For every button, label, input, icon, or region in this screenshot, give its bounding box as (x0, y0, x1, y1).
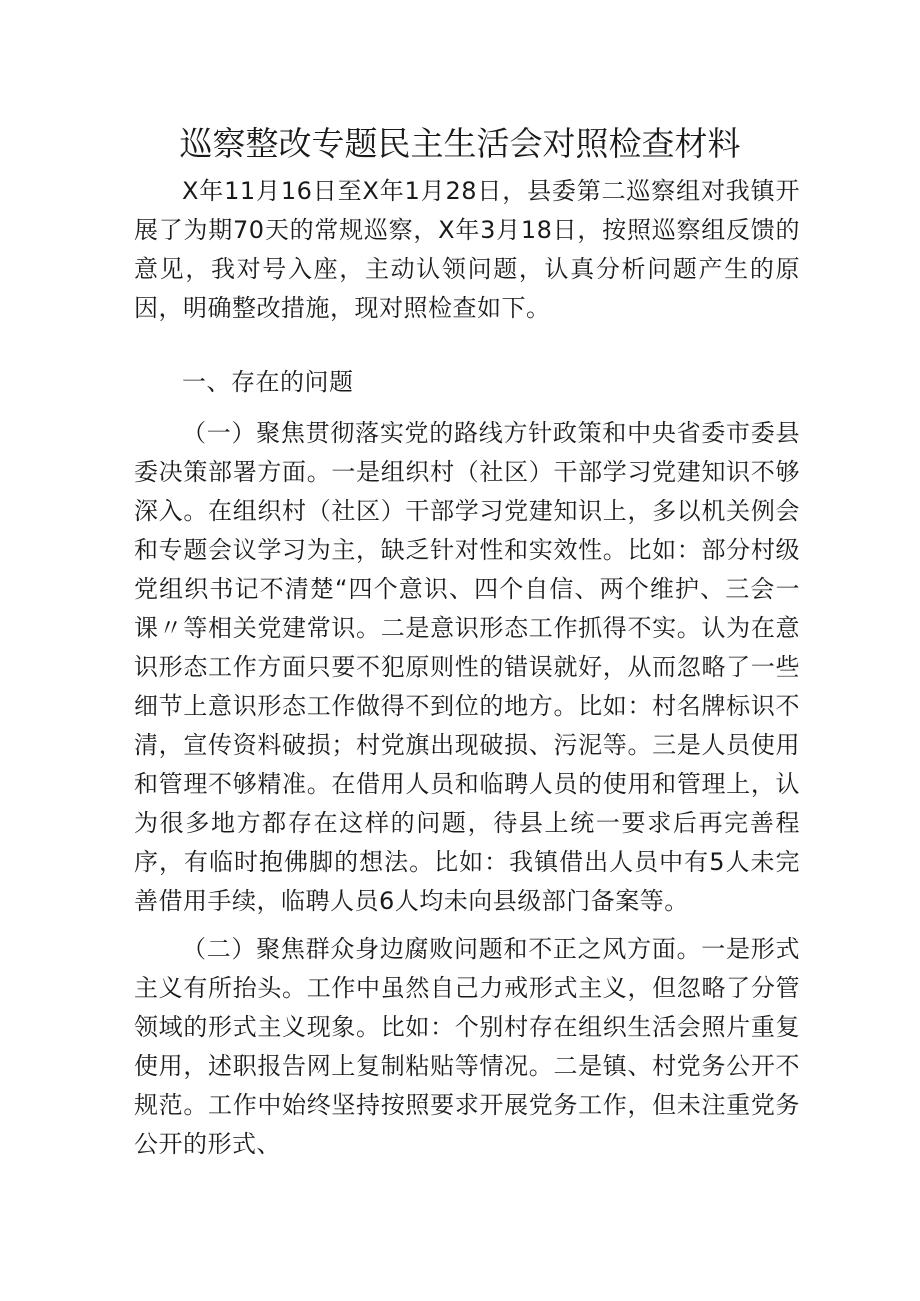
intro-paragraph: X年11月16日至X年1月28日，县委第二巡察组对我镇开展了为期70天的常规巡察，X年3月18日，按照巡察组反馈的意见，我对号入座，主动认领问题，认真分析问题产生的原因，明确整改措施，现对照检查如下。 (134, 177, 800, 322)
problem-item-2: （二）聚焦群众身边腐败问题和不正之风方面。一是形式主义有所抬头。工作中虽然自己力戒形式主义，但忽略了分管领域的形式主义现象。比如：个别村存在组织生活会照片重复使用，述职报告网上复制粘贴等情况。二是镇、村党务公开不规范。工作中始终坚持按照要求开展党务工作，但未注重党务公开的形式、 (134, 935, 800, 1158)
section-heading-problems: 一、存在的问题 (182, 368, 354, 396)
document-title: 巡察整改专题民主生活会对照检查材料 (179, 124, 741, 163)
problem-item-1: （一）聚焦贯彻落实党的路线方针政策和中央省委市委县委决策部署方面。一是组织村（社区）干部学习党建知识不够深入。在组织村（社区）干部学习党建知识上，多以机关例会和专题会议学习为主，缺乏针对性和实效性。比如：部分村级党组织书记不清楚“四个意识、四个自信、两个维护、三会一课〃等相关党建常识。二是意识形态工作抓得不实。认为在意识形态工作方面只要不犯原则性的错误就好，从而忽略了一些细节上意识形态工作做得不到位的地方。比如：村名牌标识不清，宣传资料破损；村党旗出现破损、污泥等。三是人员使用和管理不够精准。在借用人员和临聘人员的使用和管理上，认为很多地方都存在这样的问题，待县上统一要求后再完善程序，有临时抱佛脚的想法。比如：我镇借出人员中有5人未完善借用手续，临聘人员6人均未向县级部门备案等。 (134, 419, 800, 915)
